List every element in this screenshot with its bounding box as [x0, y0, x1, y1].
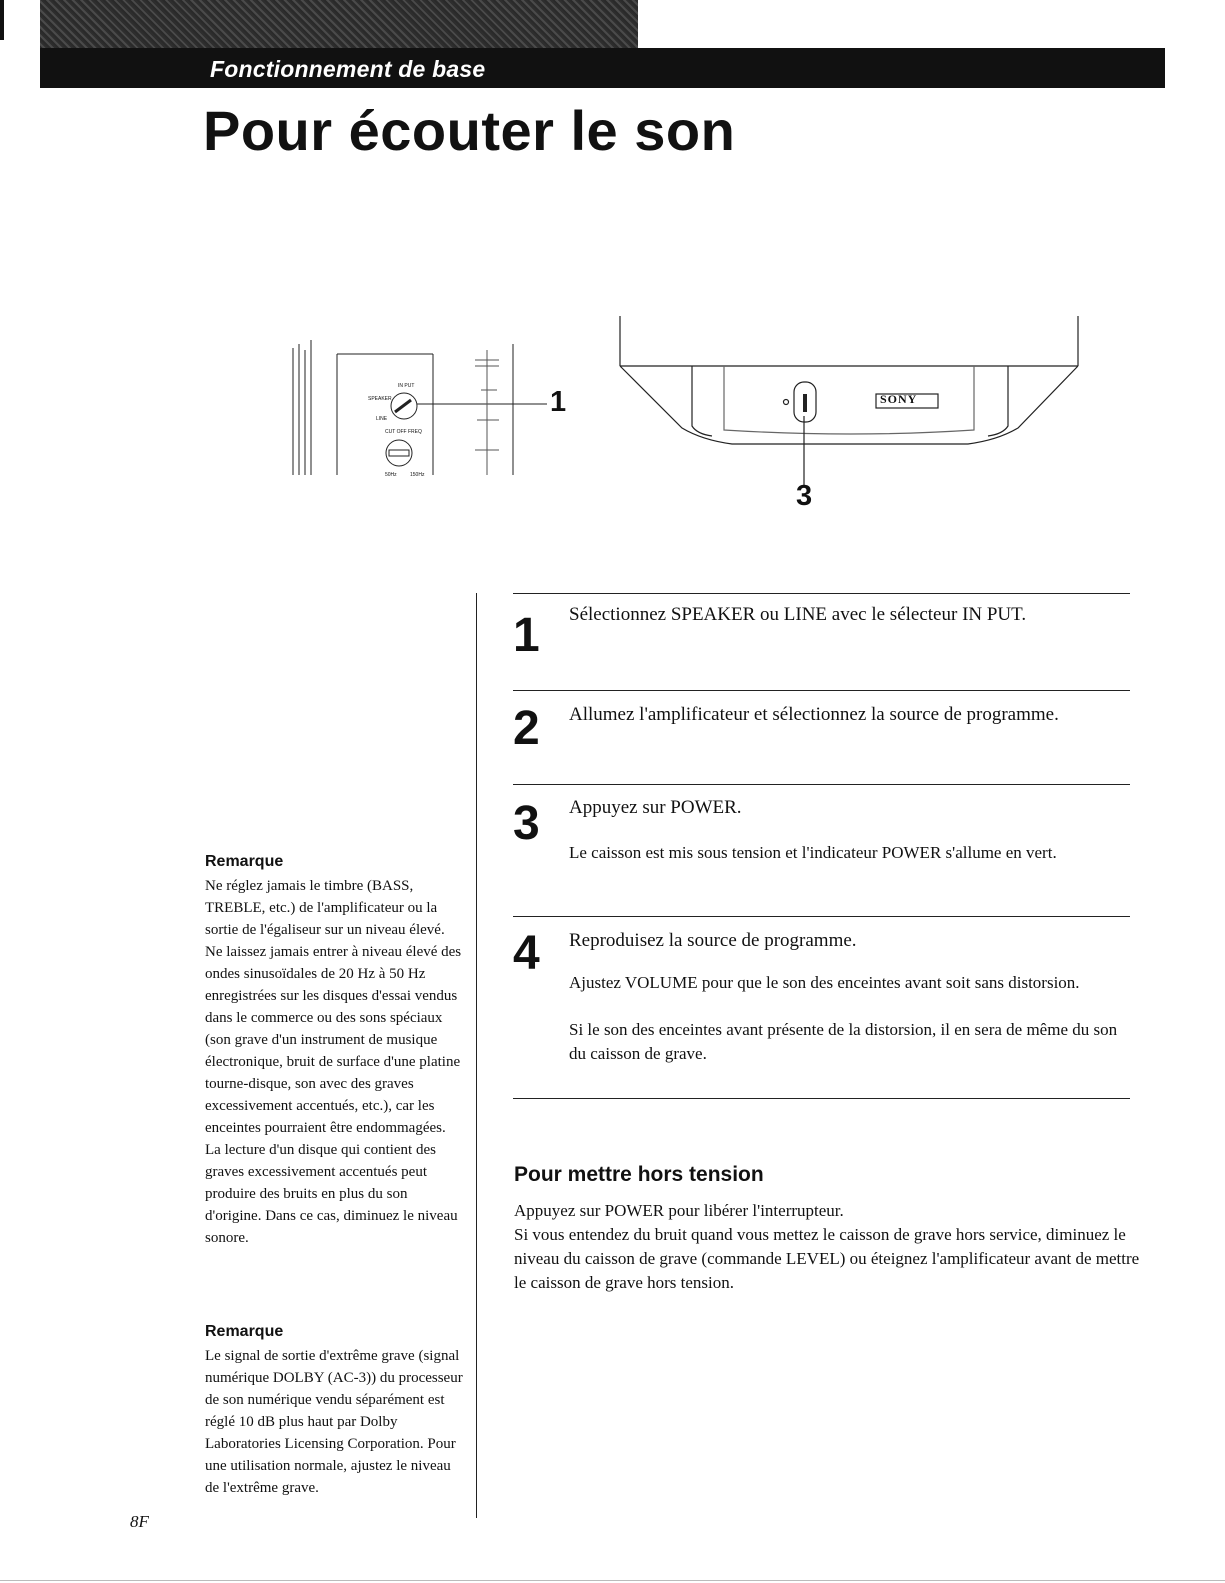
step-rule	[513, 1098, 1130, 1099]
note-1-body: Ne réglez jamais le timbre (BASS, TREBLE, etc.) de l'amplificateur ou la sortie de l'égaliseur sur un niveau élevé. Ne laissez jamais entrer à niveau élevé des ondes sinusoïdales de 20 Hz à 50 Hz enregistrées sur les disques d'essai vendus dans le commerce ou des sons spéciaux (son grave d'un instrument de musique électronique, bruit de surface d'une platine tourne-disque, son avec des graves excessivement accentués, etc.), car les enceintes pourraient être endommagées. La lecture d'un disque qui contient des graves excessivement accentués peut produire des bruits en plus du son d'origine. Dans ce cas, diminuez le niveau sonore.	[205, 878, 462, 1246]
power-off-heading: Pour mettre hors tension	[514, 1163, 764, 1186]
step-4-text: Reproduisez la source de programme.	[569, 930, 857, 951]
step-rule	[513, 593, 1130, 594]
step-4-body-2: Si le son des enceintes avant présente de la distorsion, il en sera de même du son du caisson de grave.	[569, 1020, 1118, 1063]
power-off-line-2: Si vous entendez du bruit quand vous mettez le caisson de grave hors service, diminuez le niveau du caisson de grave (commande LEVEL) ou éteignez l'amplificateur avant de mettre le caisson de grave hors tension.	[514, 1225, 1140, 1292]
panel-label-50hz: 50Hz	[385, 472, 397, 478]
page-number: 8F	[130, 1512, 149, 1531]
note-2-heading: Remarque	[205, 1323, 284, 1340]
power-off-line-1: Appuyez sur POWER pour libérer l'interrupteur.	[514, 1201, 844, 1220]
rear-panel-illustration	[285, 340, 585, 480]
step-rule	[513, 690, 1130, 691]
panel-label-line: LINE	[376, 416, 388, 422]
panel-label-speaker: SPEAKER	[368, 396, 392, 402]
step-3-body: Le caisson est mis sous tension et l'indicateur POWER s'allume en vert.	[569, 843, 1057, 862]
step-rule	[513, 784, 1130, 785]
step-1-text: Sélectionnez SPEAKER ou LINE avec le sélecteur IN PUT.	[569, 604, 1027, 625]
panel-label-cutoff: CUT OFF FREQ	[385, 429, 422, 435]
page-title: Pour écouter le son	[203, 99, 736, 162]
step-4-number: 4	[513, 927, 540, 980]
callout-1: 1	[550, 386, 567, 418]
note-2-body: Le signal de sortie d'extrême grave (signal numérique DOLBY (AC-3)) du processeur de son numérique vendu séparément est réglé 10 dB plus haut par Dolby Laboratories Licensing Corporation. Pour une utilisation normale, ajustez le niveau de l'extrême grave.	[205, 1348, 463, 1496]
header-band	[40, 48, 1165, 88]
step-rule	[513, 916, 1130, 917]
header-texture	[40, 0, 638, 48]
step-3-number: 3	[513, 797, 540, 850]
margin-rule	[0, 0, 4, 40]
brand-logo: SONY	[880, 392, 918, 406]
step-2-text: Allumez l'amplificateur et sélectionnez la source de programme.	[569, 704, 1059, 725]
bottom-rule	[0, 1580, 1225, 1581]
front-unit-illustration	[612, 316, 1088, 486]
section-label: Fonctionnement de base	[210, 56, 486, 82]
step-4-body-1: Ajustez VOLUME pour que le son des enceintes avant soit sans distorsion.	[569, 973, 1080, 992]
note-1-heading: Remarque	[205, 853, 284, 870]
step-3-text: Appuyez sur POWER.	[569, 797, 742, 818]
step-1-number: 1	[513, 609, 540, 662]
column-divider	[476, 593, 477, 1518]
callout-3: 3	[796, 480, 813, 512]
step-2-number: 2	[513, 702, 540, 755]
panel-label-input: IN PUT	[398, 383, 415, 389]
power-off-body	[514, 1199, 1144, 1295]
panel-label-150hz: 150Hz	[410, 472, 425, 478]
